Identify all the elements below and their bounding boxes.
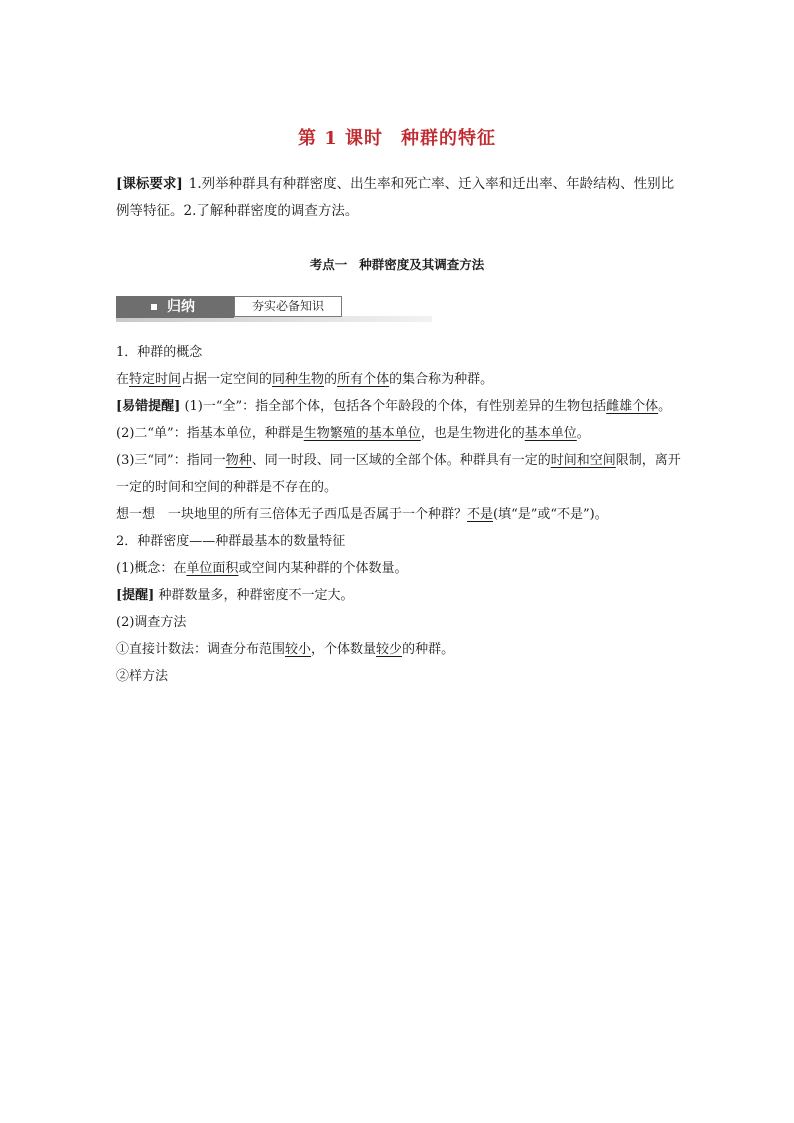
text-run: 在 (116, 372, 130, 387)
banner-light-tab: 夯实必备知识 (234, 296, 342, 317)
lesson-topic: 种群的特征 (401, 128, 497, 149)
text-run: 或空间内某种群的个体数量。 (238, 561, 408, 576)
answer-blank: 雌雄个体 (606, 399, 659, 414)
survey-methods-heading: (2)调查方法 (116, 615, 187, 630)
text-run: 的集合称为种群。 (389, 372, 494, 387)
remind-tag: [提醒] (116, 588, 155, 603)
requirements-tag: [课标要求] (116, 176, 183, 192)
error-tip (116, 393, 686, 420)
lesson-number: 第 1 课时 (297, 128, 384, 149)
curriculum-requirements (116, 171, 682, 225)
text-run: 占据一定空间的 (181, 372, 273, 387)
point-same (116, 447, 686, 501)
text-run: 限制，离开一定的时间和空间的种群是不存在的。 (116, 453, 681, 495)
banner-dark-label: 归纳 (167, 299, 195, 315)
answer-blank: 基本单位 (524, 426, 577, 441)
text-run: 的 (324, 372, 338, 387)
banner-dark-tab (116, 296, 234, 318)
answer-blank: 特定时间 (129, 372, 182, 387)
square-icon (151, 304, 157, 310)
density-heading: 2．种群密度——种群最基本的数量特征 (116, 534, 346, 549)
population-definition (116, 366, 686, 393)
density-concept (116, 555, 686, 582)
concept-heading: 1．种群的概念 (116, 345, 203, 360)
quadrat-method: ②样方法 (116, 669, 169, 684)
content-body (116, 339, 686, 690)
text-run: 。 (576, 426, 590, 441)
text-run: ，也是生物进化的 (420, 426, 525, 441)
text-run: (2)二“单”：指基本单位，种群是 (116, 426, 304, 441)
text-run: ①直接计数法：调查分布范围 (116, 642, 286, 657)
answer-blank: 时间和空间 (550, 453, 616, 468)
answer-blank: 较小 (285, 642, 312, 657)
text-run: (填“是”或“不是”)。 (493, 507, 608, 522)
text-run: 、同一时段、同一区域的全部个体。种群具有一定的 (251, 453, 551, 468)
answer-blank: 不是 (467, 507, 494, 522)
lesson-title (0, 124, 794, 150)
point-single (116, 420, 686, 447)
text-run: 种群数量多，种群密度不一定大。 (154, 588, 354, 603)
text-run: (3)三“同”：指同一 (116, 453, 226, 468)
answer-blank: 单位面积 (186, 561, 239, 576)
text-run: 。 (658, 399, 672, 414)
section-heading (0, 255, 794, 273)
requirements-text: 1.列举种群具有种群密度、出生率和死亡率、迁入率和迁出率、年龄结构、性别比例等特征。2.了解种群密度的调查方法。 (116, 176, 675, 219)
summary-banner (116, 296, 432, 324)
direct-count-method (116, 636, 686, 663)
text-run: (1)概念：在 (116, 561, 187, 576)
text-run: ，个体数量 (311, 642, 377, 657)
answer-blank: 物种 (225, 453, 252, 468)
answer-blank: 同种生物 (272, 372, 325, 387)
text-run: 想一想 一块地里的所有三倍体无子西瓜是否属于一个种群？ (116, 507, 468, 522)
section-label: 考点一 (309, 257, 348, 272)
remind-note (116, 582, 686, 609)
text-run: 的种群。 (402, 642, 455, 657)
answer-blank: 所有个体 (337, 372, 390, 387)
section-title: 种群密度及其调查方法 (359, 257, 485, 272)
answer-blank: 较少 (376, 642, 403, 657)
think-question (116, 501, 686, 528)
answer-blank: 生物繁殖的基本单位 (303, 426, 421, 441)
tip-tag: [易错提醒] (116, 399, 181, 414)
text-run: (1)一“全”：指全部个体，包括各个年龄段的个体，有性别差异的生物包括 (180, 399, 607, 414)
